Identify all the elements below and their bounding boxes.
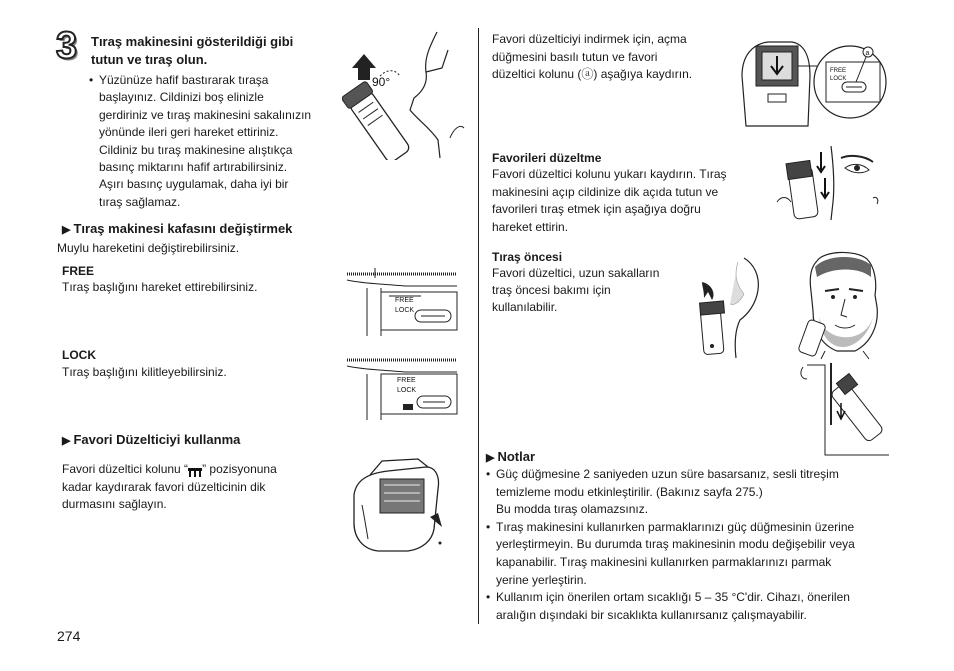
sideburns-line: makinesini açıp cildinize dik açıda tutun ve bbox=[492, 184, 719, 199]
sideburns-line: Favori düzeltici kolunu yukarı kaydırın. Tıraş bbox=[492, 167, 727, 181]
notes-heading bbox=[486, 449, 535, 466]
step-title-line2: tutun ve tıraş olun. bbox=[91, 52, 208, 67]
trimmer-use-line: durmasını sağlayın. bbox=[62, 497, 167, 511]
note-item bbox=[486, 519, 906, 589]
trimmer-use-line1-post: ” pozisyonuna bbox=[202, 462, 277, 476]
head-change-heading bbox=[62, 221, 292, 238]
sideburns-line: favorileri tıraş etmek için aşağıya doğru bbox=[492, 202, 701, 216]
sideburns-line: hareket ettirin. bbox=[492, 219, 569, 234]
step-body-line: Aşırı basınç uygulamak, daha iyi bir bbox=[99, 177, 289, 192]
step-title bbox=[91, 33, 293, 69]
switch-free-text: FREE bbox=[395, 297, 414, 304]
step-number: 3 bbox=[56, 25, 78, 67]
pre-shave-line: traş öncesi bakımı için bbox=[492, 283, 611, 297]
note-line: yerleştirmeyin. Bu durumda tıraş makinesinin modu değişebilir veya bbox=[496, 537, 855, 552]
page-number: 274 bbox=[57, 628, 81, 644]
pre-shave-text bbox=[492, 265, 659, 316]
step-body-line: gerdiriniz ve tıraş makinesini sakalınızın bbox=[99, 107, 312, 122]
step-bullet-item bbox=[89, 72, 339, 211]
step-body bbox=[89, 72, 339, 211]
sideburns-text bbox=[492, 166, 727, 236]
note-line: Bu modda tıraş olamazsınız. bbox=[496, 502, 649, 517]
head-change-intro: Muylu hareketini değiştirebilirsiniz. bbox=[57, 241, 240, 255]
note-item bbox=[486, 466, 906, 519]
callout-lock-text: LOCK bbox=[830, 76, 847, 82]
step-body-line: başlayınız. Cildinizi boş elinizle bbox=[99, 90, 264, 105]
head-change-title: Tıraş makinesi kafasını değiştirmek bbox=[73, 221, 293, 236]
trimmer-use-title: Favori Düzelticiyi kullanma bbox=[73, 432, 241, 447]
pre-shave-line: Favori düzeltici, uzun sakalların bbox=[492, 266, 660, 280]
note-line: Güç düğmesine 2 saniyeden uzun süre basarsanız, sesli titreşim bbox=[496, 467, 839, 481]
callout-letter: a bbox=[865, 50, 870, 57]
trimmer-symbol-icon bbox=[188, 465, 202, 474]
step-body-line: Cildiniz bu tıraş makinesine alıştıkça bbox=[99, 142, 293, 157]
trimmer-lower-line: Favori düzelticiyi indirmek için, açma bbox=[492, 32, 687, 46]
trimmer-lower-line: düzeltici kolunu (ⓐ) aşağıya kaydırın. bbox=[492, 67, 693, 81]
trimmer-use-line bbox=[62, 461, 277, 479]
bullet-mark: • bbox=[486, 467, 491, 481]
trimmer-lower-illustration bbox=[738, 36, 888, 132]
lock-switch-illustration bbox=[345, 346, 460, 422]
note-line: Tıraş makinesini kullanırken parmaklarınızı güç düğmesinin üzerine bbox=[496, 519, 855, 534]
trimmer-use-heading bbox=[62, 432, 240, 449]
bullet-mark: • bbox=[486, 590, 491, 605]
note-line: aralığın dışındaki bir sıcaklıkta kullanırsanız çalışmayabilir. bbox=[496, 607, 807, 622]
note-line: temizleme modu etkinleştirilir. (Bakınız sayfa 275.) bbox=[496, 484, 763, 499]
pre-shave-shaver-illustration bbox=[694, 254, 780, 360]
bearded-man-illustration bbox=[795, 247, 890, 459]
heading-arrow-icon: ▶ bbox=[62, 224, 71, 236]
switch-free-text: FREE bbox=[397, 377, 416, 384]
free-label: FREE bbox=[62, 264, 95, 278]
notes-title: Notlar bbox=[497, 449, 536, 464]
trimmer-raise-illustration bbox=[348, 455, 448, 555]
step-body-line: tıraş sağlamaz. bbox=[99, 194, 181, 209]
switch-lock-text: LOCK bbox=[395, 307, 415, 314]
angle-label: 90° bbox=[372, 75, 391, 89]
trimmer-lower-text bbox=[492, 31, 692, 84]
note-item bbox=[486, 589, 906, 624]
column-divider bbox=[478, 28, 479, 624]
bullet-mark: • bbox=[486, 519, 491, 534]
sideburns-title: Favorileri düzeltme bbox=[492, 151, 602, 165]
trimmer-use-text bbox=[62, 461, 277, 514]
pre-shave-line: kullanılabilir. bbox=[492, 300, 558, 314]
heading-arrow-icon: ▶ bbox=[62, 435, 71, 447]
free-switch-illustration bbox=[345, 266, 460, 338]
shaving-illustration bbox=[342, 28, 467, 160]
note-line: kapanabilir. Tıraş makinesini kullanırken parmaklarınızı parmak bbox=[496, 554, 832, 569]
notes-list bbox=[486, 466, 906, 624]
step-title-line1: Tıraş makinesini gösterildiği gibi bbox=[91, 34, 294, 49]
sideburns-illustration bbox=[773, 142, 883, 222]
lock-label: LOCK bbox=[62, 348, 96, 362]
lock-text: Tıraş başlığını kilitleyebilirsiniz. bbox=[62, 365, 227, 379]
note-line: yerine yerleştirin. bbox=[496, 572, 587, 587]
free-text: Tıraş başlığını hareket ettirebilirsiniz. bbox=[62, 280, 258, 294]
trimmer-lower-line: düğmesini basılı tutun ve favori bbox=[492, 49, 658, 64]
note-line: Kullanım için önerilen ortam sıcaklığı 5 – 35 °C'dir. Cihazı, önerilen bbox=[496, 590, 850, 605]
bullet-mark: • bbox=[89, 73, 94, 87]
switch-lock-text: LOCK bbox=[397, 387, 417, 394]
callout-free-text: FREE bbox=[830, 68, 847, 74]
heading-arrow-icon: ▶ bbox=[486, 452, 495, 464]
trimmer-use-line1-pre: Favori düzeltici kolunu “ bbox=[62, 462, 189, 476]
step-body-line: Yüzünüze hafif bastırarak tıraşa bbox=[99, 73, 269, 87]
step-body-line: basınç miktarını hafif artırabilirsiniz. bbox=[99, 160, 288, 175]
pre-shave-title: Tıraş öncesi bbox=[492, 250, 563, 264]
trimmer-use-line: kadar kaydırarak favori düzelticinin dik bbox=[62, 479, 266, 494]
step-body-line: yönünde ileri geri hareket ettiriniz. bbox=[99, 125, 279, 140]
